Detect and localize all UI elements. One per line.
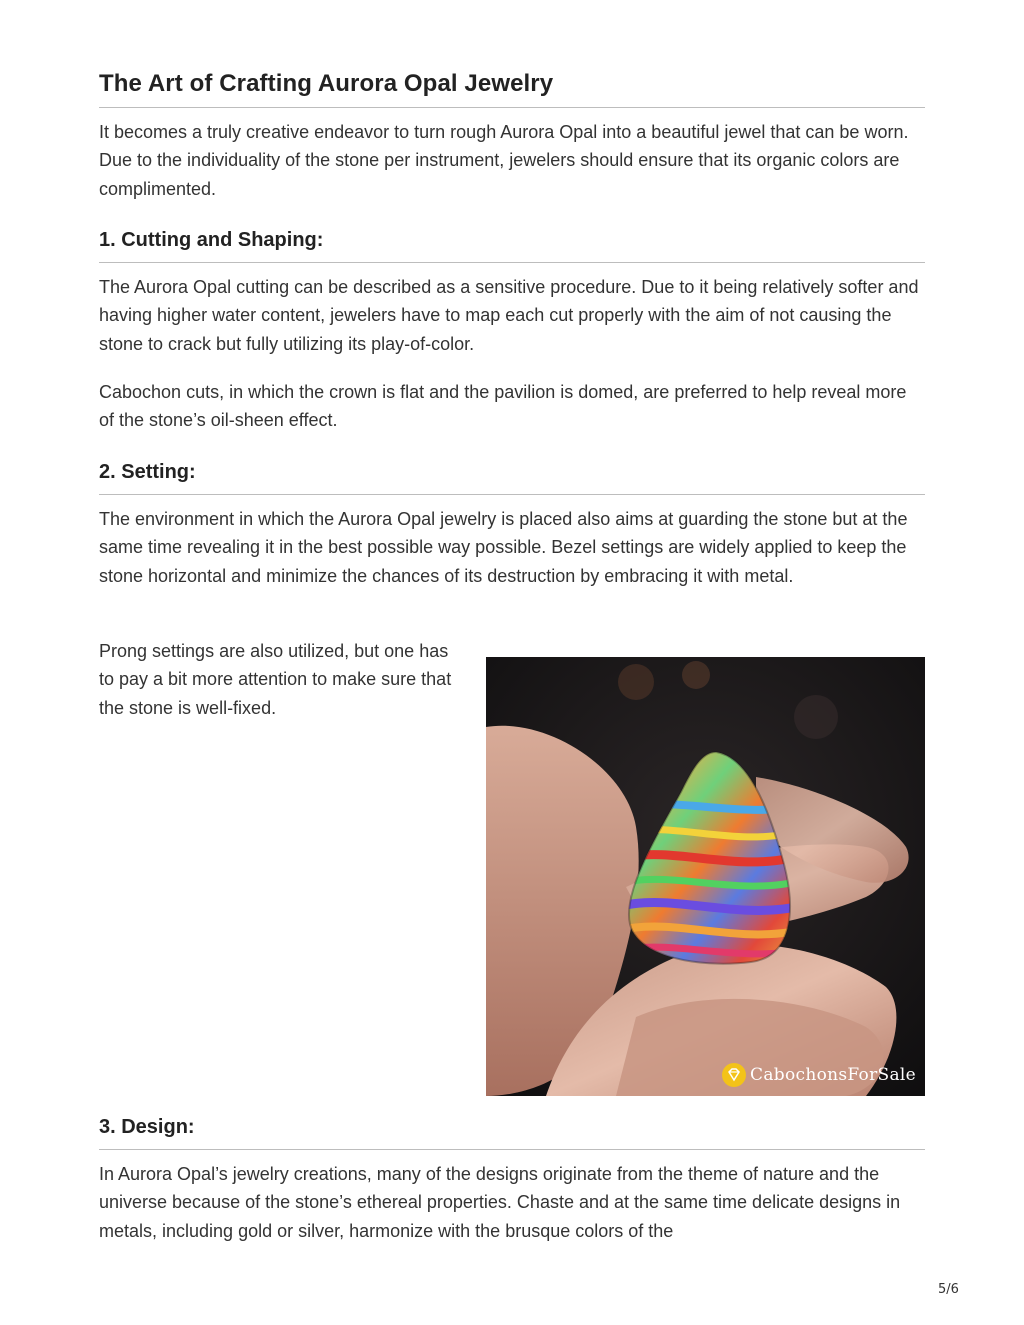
cutting-paragraph-2: Cabochon cuts, in which the crown is flat and the pavilion is domed, are preferred to help reveal more of the stone’s oil-sheen effect.	[99, 382, 907, 431]
setting-paragraph-1: The environment in which the Aurora Opal jewelry is placed also aims at guarding the stone but at the same time revealing it in the best possible way possible. Bezel settings are widely applied to keep the stone horizontal and minimize the chances of its destruction by embracing it with metal.	[99, 509, 908, 586]
setting-paragraph-2: Prong settings are also utilized, but one has to pay a bit more attention to make sure that the stone is well-fixed.	[99, 641, 452, 718]
section-heading-setting: 2. Setting:	[99, 461, 196, 483]
cabochonsforsale-watermark	[722, 1063, 916, 1087]
page-number: 5/6	[938, 1282, 959, 1297]
intro-paragraph: It becomes a truly creative endeavor to turn rough Aurora Opal into a beautiful jewel that can be worn. Due to the individuality of the stone per instrument, jewelers should ensure that its organic colors are complimented.	[99, 122, 909, 199]
design-paragraph-1: In Aurora Opal’s jewelry creations, many of the designs originate from the theme of nature and the universe because of the stone’s ethereal properties. Chaste and at the same time delicate designs in metals, including gold or silver, harmonize with the brusque colors of the	[99, 1164, 901, 1241]
section-heading-design: 3. Design:	[99, 1116, 195, 1138]
diamond-logo-icon	[722, 1063, 746, 1087]
title-divider	[99, 107, 925, 108]
section-divider	[99, 262, 925, 263]
aurora-opal-photo	[486, 657, 925, 1096]
cutting-paragraph-1: The Aurora Opal cutting can be described as a sensitive procedure. Due to it being relatively softer and having higher water content, jewelers have to map each cut properly with the aim of not causing the stone to crack but fully utilizing its play-of-color.	[99, 277, 919, 354]
watermark-text: CabochonsForSale	[750, 1065, 916, 1085]
section-divider	[99, 494, 925, 495]
section-divider	[99, 1149, 925, 1150]
section-heading-cutting: 1. Cutting and Shaping:	[99, 229, 324, 251]
article-title: The Art of Crafting Aurora Opal Jewelry	[99, 70, 554, 97]
